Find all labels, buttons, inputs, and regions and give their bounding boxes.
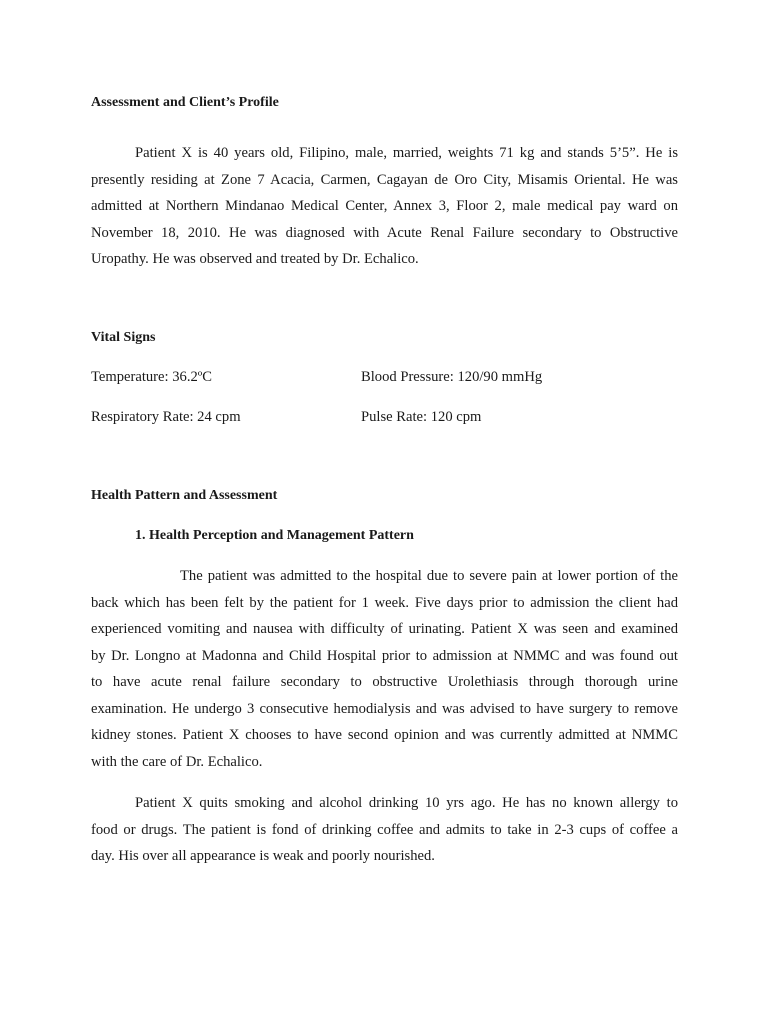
vital-pulse-rate: Pulse Rate: 120 cpm	[361, 409, 482, 425]
paragraph-line: kidney stones. Patient X chooses to have second opinion and was currently admitted at NMMC	[91, 727, 678, 743]
paragraph-line: experienced vomiting and nausea with difficulty of urinating. Patient X was seen and examined	[91, 621, 678, 637]
paragraph-line: November 18, 2010. He was diagnosed with Acute Renal Failure secondary to Obstructive	[91, 224, 678, 241]
paragraph-line: back which has been felt by the patient for 1 week. Five days prior to admission the client had	[91, 594, 678, 611]
paragraph-line: day. His over all appearance is weak and poorly nourished.	[91, 848, 435, 864]
paragraph-line: The patient was admitted to the hospital due to severe pain at lower portion of the	[180, 568, 678, 584]
paragraph-line: admitted at Northern Mindanao Medical Center, Annex 3, Floor 2, male medical pay ward on	[91, 198, 678, 214]
section-heading-health-pattern: Health Pattern and Assessment	[91, 488, 278, 503]
vital-respiratory-rate: Respiratory Rate: 24 cpm	[91, 409, 241, 425]
paragraph-line: food or drugs. The patient is fond of drinking coffee and admits to take in 2-3 cups of coffee a	[91, 821, 678, 838]
lifestyle-paragraph	[91, 790, 678, 870]
paragraph-line: presently residing at Zone 7 Acacia, Carmen, Cagayan de Oro City, Misamis Oriental. He was	[91, 171, 678, 188]
paragraph-line: Patient X quits smoking and alcohol drinking 10 yrs ago. He has no known allergy to	[135, 795, 678, 811]
paragraph-line: by Dr. Longno at Madonna and Child Hospital prior to admission at NMMC and was found out	[91, 647, 678, 664]
paragraph-line: to have acute renal failure secondary to obstructive Urolethiasis through thorough urine	[91, 674, 678, 690]
vital-temperature: Temperature: 36.2ºC	[91, 369, 213, 385]
health-perception-paragraph	[91, 563, 678, 775]
client-profile-paragraph	[91, 140, 678, 273]
paragraph-line: Uropathy. He was observed and treated by Dr. Echalico.	[91, 251, 419, 267]
subsection-heading-health-perception: 1. Health Perception and Management Pattern	[135, 528, 414, 543]
section-heading-vital-signs: Vital Signs	[91, 330, 156, 345]
paragraph-line: Patient X is 40 years old, Filipino, male, married, weights 71 kg and stands 5’5”. He is	[135, 145, 678, 161]
paragraph-line: with the care of Dr. Echalico.	[91, 753, 263, 770]
section-heading-assessment: Assessment and Client’s Profile	[91, 95, 279, 110]
paragraph-line: examination. He undergo 3 consecutive hemodialysis and was advised to have surgery to remove	[91, 700, 678, 717]
vital-blood-pressure: Blood Pressure: 120/90 mmHg	[361, 369, 543, 385]
